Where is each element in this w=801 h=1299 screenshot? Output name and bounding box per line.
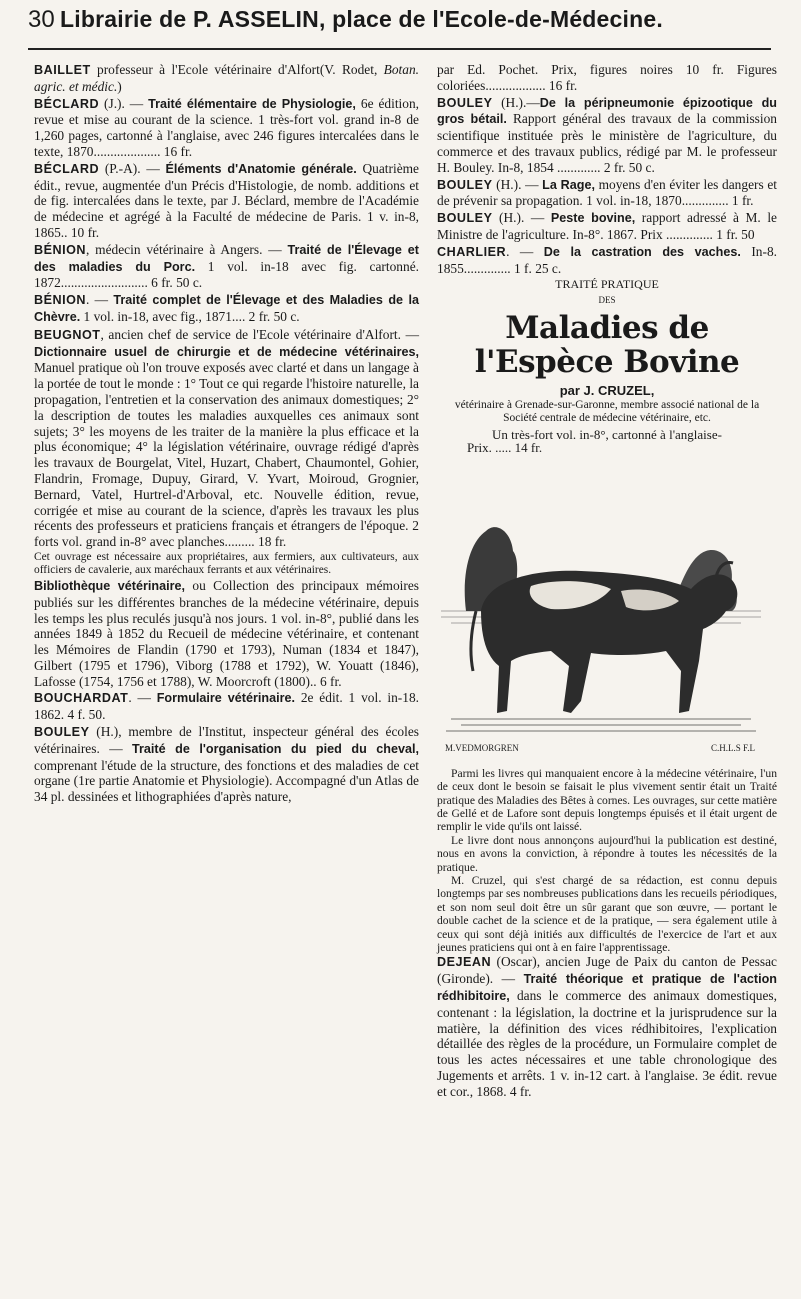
catalogue-entry [437,62,777,94]
entry-author: BOULEY [437,211,493,226]
left-column [34,62,419,806]
entry-text: par Ed. Pochet. Prix, figures noires 10 fr. Figures coloriées.................. 16 fr. [437,62,777,93]
entry-title: Bibliothèque vétérinaire, [34,578,185,593]
entry-text: (H.). — [492,210,551,226]
entry-details: Quatrième édit., revue, augmentée d'un Précis d'Histologie, de nomb. additions et de fig. intercalées dans le texte, par J. Béclard, membre de l'Académie de médecine et agrégé à la Faculté de médecine de Paris. 1 v. in-8, 1865.. 10 fr. [34,160,420,240]
entry-title: De la péripneumonie épizootique du gros bétail. [437,95,777,127]
review-paragraph: Parmi les livres qui manquaient encore à la médecine vétérinaire, l'un de ceux dont le besoin se faisait le plus vivement sentir était un Traité pratique des Maladies des Bêtes à cornes. Les ouvrages, sur cette matière de Gellé et de Lafore sont depuis longtemps épuisés et il était urgent de remplir le vide qu'ils ont laissé. [437,766,777,834]
entry-author: CHARLIER [437,244,507,259]
entry-author: BEUGNOT [34,327,101,342]
entry-author: BÉCLARD [34,96,100,111]
catalogue-entry [34,96,419,160]
catalogue-entry [34,578,419,690]
entry-title: Traité de l'Élevage et des maladies du Porc. [34,242,419,274]
cow-illustration [441,461,761,761]
entry-text: (Oscar), ancien Juge de Paix du canton de Pessac (Gironde). — [437,954,777,987]
entry-author: BAILLET [34,63,91,77]
author-description: vétérinaire à Grenade-sur-Garonne, membre associé national de la Société centrale de médecine vétérinaire, etc. [454,398,760,425]
catalogue-entry [437,210,777,243]
entry-author: BOULEY [437,95,493,110]
entry-text: . — [85,292,114,308]
entry-details: 6e édition, revue et mise au courant de la science. 1 très-fort vol. grand in-8 de 1,260 pages, cartonné à l'anglaise, avec 246 figures intercalées dans le texte, 1870.................... 16 fr. [34,95,419,159]
entry-details: Manuel pratique où l'on trouve exposés avec clarté et dans un langage à la portée de tout le monde : 1° Tout ce qui regarde l'histoire naturelle, la propagation, l'entretien et la conservation des animaux domestiques; 2° la description de toutes les maladies auxquelles ces animaux sont sujets; 3° les moyens de les traiter de la manière la plus efficace et la plus économique; 4° la législation vétérinaire, ouvrage rédigé d'après les travaux de Bourgelat, Vitel, Huzart, Chabert, Chaumontel, Gohier, Flandrin, Fromage, Dupuy, Girard, V. Yvart, Moiroud, Grognier, Bernard, Vatel, Hurtrel-d'Arboval, etc. Nouvelle édition, revue, corrigée et mise au courant de la science, d'après les travaux les plus récents des professeurs et praticiens français et étrangers de l'époque. 2 forts vol. grand in-8° avec planches......... 18 fr. [34,360,419,550]
entry-text: . — [128,690,157,706]
entry-title: Traité de l'organisation du pied du cheval, [132,741,420,756]
right-column [437,62,777,1101]
catalogue-entry [34,690,419,723]
title-page [437,277,777,454]
entry-author: BOUCHARDAT [34,691,129,706]
catalogue-entry [34,242,419,291]
entry-details: Rapport général des travaux de la commission scientifique instituée près le ministère de l'agriculture, du commerce et des travaux publics, rédigé par M. le professeur H. Bouley. In-8, 1854 ............. 2 fr. 50 c. [437,111,777,175]
page-header: Librairie de P. ASSELIN, place de l'Ecole-de-Médecine. [60,6,663,32]
review-paragraph: M. Cruzel, qui s'est chargé de sa rédaction, est connu depuis longtemps par ses nombreuses publications dans les recueils périodiques, et son nom seul doit être un sûr garant que son œuvre, — portant le double cachet de la science et de la pratique, — sera également utile à ceux qui sont déjà initiés aux difficultés de l'exercice de l'art et aux jeunes praticiens qui ont à en faire l'apprentissage. [437,874,777,955]
book-title: Maladies de l'Espèce Bovine [474,309,740,380]
catalogue-entry [437,244,777,277]
entry-text: (H.). — [492,176,543,192]
catalogue-entry [34,292,419,326]
catalogue-entry [34,161,419,241]
entry-author: BOULEY [34,725,90,740]
entry-title: Traité complet de l'Élevage et des Maladies de la Chèvre. [34,293,419,324]
entry-author: BÉCLARD [34,161,100,176]
title-line-1: TRAITÉ PRATIQUE [555,277,659,292]
entry-title: La Rage, [542,177,595,192]
catalogue-entry [34,327,419,550]
entry-italic: Botan. agric. et médic. [34,62,419,94]
title-line-2: DES [598,295,616,306]
page-number: 30 [28,6,55,33]
entry-details: 2e édit. 1 vol. in-18. 1862. 4 f. 50. [34,690,419,723]
entry-title: De la castration des vaches. [543,244,741,259]
entry-author: BOULEY [437,177,493,192]
entry-title: Éléments d'Anatomie générale. [165,161,357,176]
book-review [437,767,777,955]
entry-text: (J.). — [99,95,149,111]
entry-details: ou Collection des principaux mémoires publiés sur les différentes branches de la médecine vétérinaire, depuis les temps les plus reculés jusqu'à nos jours. 1 vol. in-8°, publié dans les années 1849 à 1852 du Recueil de médecine vétérinaire, et contenant les Mémoires de Flandin (1790 et 1793), Numan (1834 et 1847), Gilbert (1795 et 1796), Viborg (1788 et 1792), W. Youatt (1846), Lafosse (1754, 1756 et 1788), W. Moorcroft (1800).. 6 fr. [34,577,419,689]
entry-details: comprenant l'étude de la structure, des fonctions et des maladies de cet organe (1re partie Anatomie et Physiologie). Accompagné d'un Atlas de 34 pl. dessinées et lithographiées d'après nature, [34,757,419,805]
entry-details: moyens d'en éviter les dangers et de prévenir sa propagation. 1 vol. in-18, 1870.............. 1 fr. [437,176,778,209]
entry-author: BÉNION [34,293,86,308]
entry-title: Traité élémentaire de Physiologie, [148,96,356,111]
entry-details: dans le commerce des animaux domestiques, contenant : la législation, la doctrine et la jurisprudence sur la matière, la définition des vices rédhibitoires, l'explication détaillée des règles de la procédure, un Formulaire complet de tous les actes nécessaires et une table chronologique des Jugements et arrêts. 1 v. in-12 cart. à l'anglaise. 3e édit. revue et cor., 1868. 4 fr. [437,988,777,1099]
review-paragraph: Le livre dont nous annonçons aujourd'hui la publication est destiné, nous en avons la conviction, à répondre à toutes les nécessités de la pratique. [437,833,777,874]
catalogue-entry [437,177,777,210]
entry-details: ) [117,78,122,94]
entry-text: (H.).— [492,94,540,110]
entry-text: professeur à l'Ecole vétérinaire d'Alfort(V. Rodet, [90,62,384,77]
entry-text: (P.-A). — [99,160,166,176]
entry-title: Dictionnaire usuel de chirurgie et de médecine vétérinaires, [34,344,419,359]
entry-title: Traité théorique et pratique de l'action rédhibitoire, [437,972,777,1004]
entry-title: Peste bovine, [550,211,636,226]
header-rule [28,48,771,50]
book-author: par J. CRUZEL, [559,382,655,398]
entry-text: , médecin vétérinaire à Angers. — [85,241,288,257]
entry-text: , ancien chef de service de l'Ecole vétérinaire d'Alfort. — [100,326,419,342]
book-format: Un très-fort vol. in-8°, cartonné à l'anglaise- [492,426,722,442]
entry-details: rapport adressé à M. le Ministre de l'agriculture. In-8°. 1867. Prix .............. 1 fr. 50 [437,210,777,242]
entry-note: Cet ouvrage est nécessaire aux propriétaires, aux fermiers, aux cultivateurs, aux officiers de cavalerie, aux maréchaux ferrants et aux vétérinaires. [34,550,419,576]
entry-text: . — [506,243,544,259]
entry-details: In-8. 1855.............. 1 f. 25 c. [437,243,777,276]
catalogue-entry [34,62,419,95]
entry-details: 1 vol. in-18, avec fig., 1871.... 2 fr. 50 c. [80,308,300,324]
entry-details: 1 vol. in-18 avec fig. cartonné. 1872.......................... 6 fr. 50 c. [34,258,419,291]
right-column-entries [437,62,777,276]
engraver-signature-left: M.VEDMORGREN [445,742,519,753]
entry-text: (H.), membre de l'Institut, inspecteur général des écoles vétérinaires. — [34,724,419,756]
engraver-signature-right: C.H.L.S F.L [711,742,756,753]
catalogue-entry [437,95,777,176]
right-column-last-entry [437,954,777,1099]
entry-author: DEJEAN [437,955,492,970]
book-price: Prix. ..... 14 fr. [467,440,543,456]
catalogue-entry [437,954,777,1099]
entry-author: BÉNION [34,242,86,257]
entry-title: Formulaire vétérinaire. [156,691,295,706]
catalogue-entry [34,724,419,805]
